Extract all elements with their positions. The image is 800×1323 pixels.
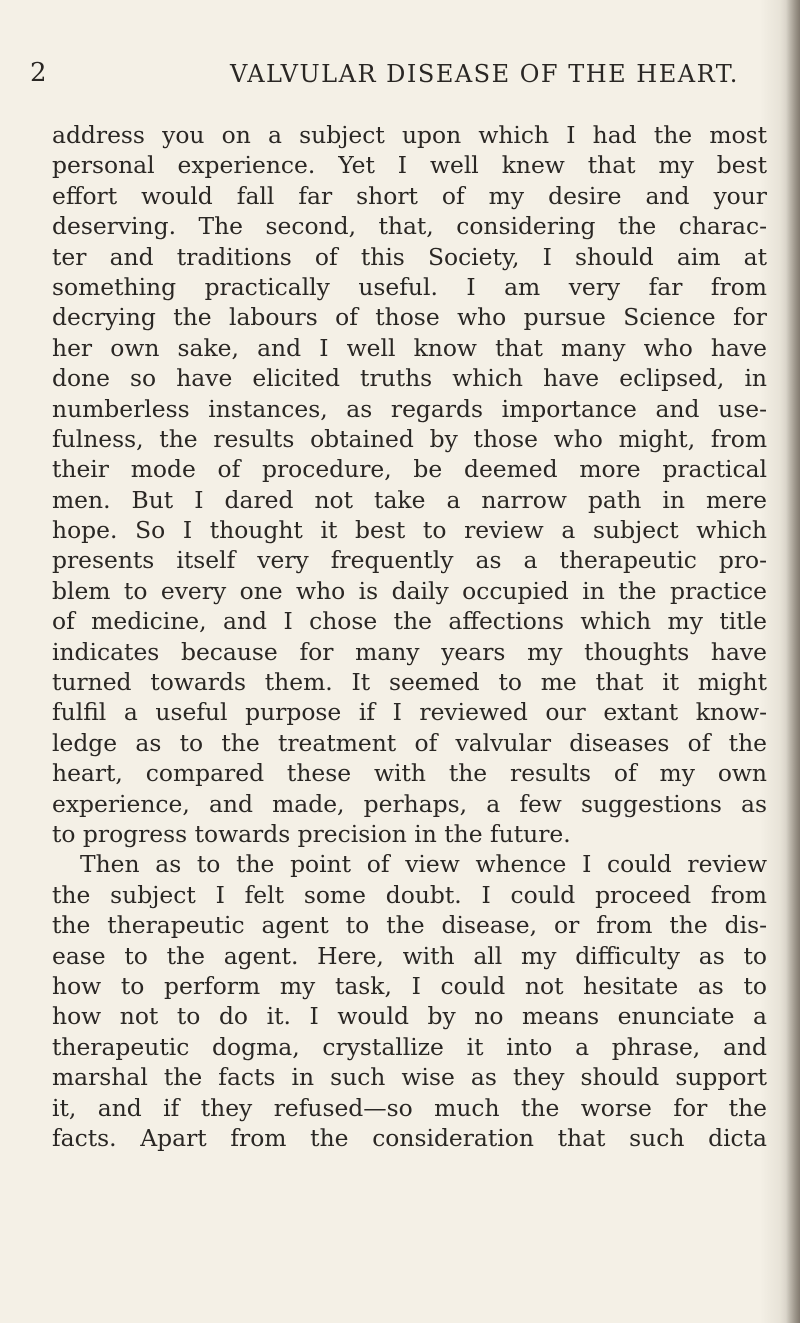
text-line: marshal the facts in such wise as they should support (52, 1063, 767, 1092)
text-line: ter and traditions of this Society, I should aim at (52, 242, 767, 271)
text-line: personal experience. Yet I well knew that my best (52, 151, 767, 180)
text-line: presents itself very frequently as a therapeutic pro- (52, 546, 767, 575)
page-header (30, 58, 770, 98)
text-line: experience, and made, perhaps, a few suggestions as (52, 789, 767, 818)
text-line: heart, compared these with the results of my own (52, 759, 767, 788)
text-line: therapeutic dogma, crystallize it into a phrase, and (52, 1032, 767, 1061)
text-line: to progress towards precision in the future. (52, 819, 571, 848)
text-line: of medicine, and I chose the affections which my title (52, 607, 767, 636)
text-line: blem to every one who is daily occupied in the practice (52, 576, 767, 605)
text-line: the subject I felt some doubt. I could proceed from (52, 880, 767, 909)
text-line: fulfil a useful purpose if I reviewed our extant know- (52, 698, 767, 727)
text-line: ledge as to the treatment of valvular diseases of the (52, 728, 767, 757)
page-number: 2 (30, 58, 48, 88)
text-line: turned towards them. It seemed to me that it might (52, 668, 767, 697)
text-line: done so have elicited truths which have eclipsed, in (52, 364, 767, 393)
text-line: fulness, the results obtained by those who might, from (52, 424, 767, 453)
text-line: men. But I dared not take a narrow path in mere (52, 485, 767, 514)
text-line: how not to do it. I would by no means enunciate a (52, 1002, 767, 1031)
text-line: it, and if they refused—so much the worse for the (52, 1093, 767, 1122)
text-line: numberless instances, as regards importance and use- (52, 394, 767, 423)
text-line: deserving. The second, that, considering the charac- (52, 212, 767, 241)
text-line: Then as to the point of view whence I could review (80, 850, 767, 879)
page-edge-shadow (786, 0, 800, 1323)
text-line: ease to the agent. Here, with all my difficulty as to (52, 941, 767, 970)
text-line: facts. Apart from the consideration that such dicta (52, 1123, 767, 1152)
running-title: VALVULAR DISEASE OF THE HEART. (230, 60, 739, 88)
text-line: their mode of procedure, be deemed more practical (52, 455, 767, 484)
text-line: effort would fall far short of my desire and your (52, 181, 767, 210)
text-line: address you on a subject upon which I had the most (52, 121, 767, 149)
text-line: indicates because for many years my thoughts have (52, 637, 767, 666)
text-line: something practically useful. I am very far from (52, 272, 767, 301)
text-line: the therapeutic agent to the disease, or from the dis- (52, 911, 767, 940)
text-line: how to perform my task, I could not hesitate as to (52, 971, 767, 1000)
body-text (52, 120, 767, 1153)
text-line: decrying the labours of those who pursue Science for (52, 303, 767, 332)
text-line: hope. So I thought it best to review a subject which (52, 516, 767, 545)
text-line: her own sake, and I well know that many who have (52, 333, 767, 362)
